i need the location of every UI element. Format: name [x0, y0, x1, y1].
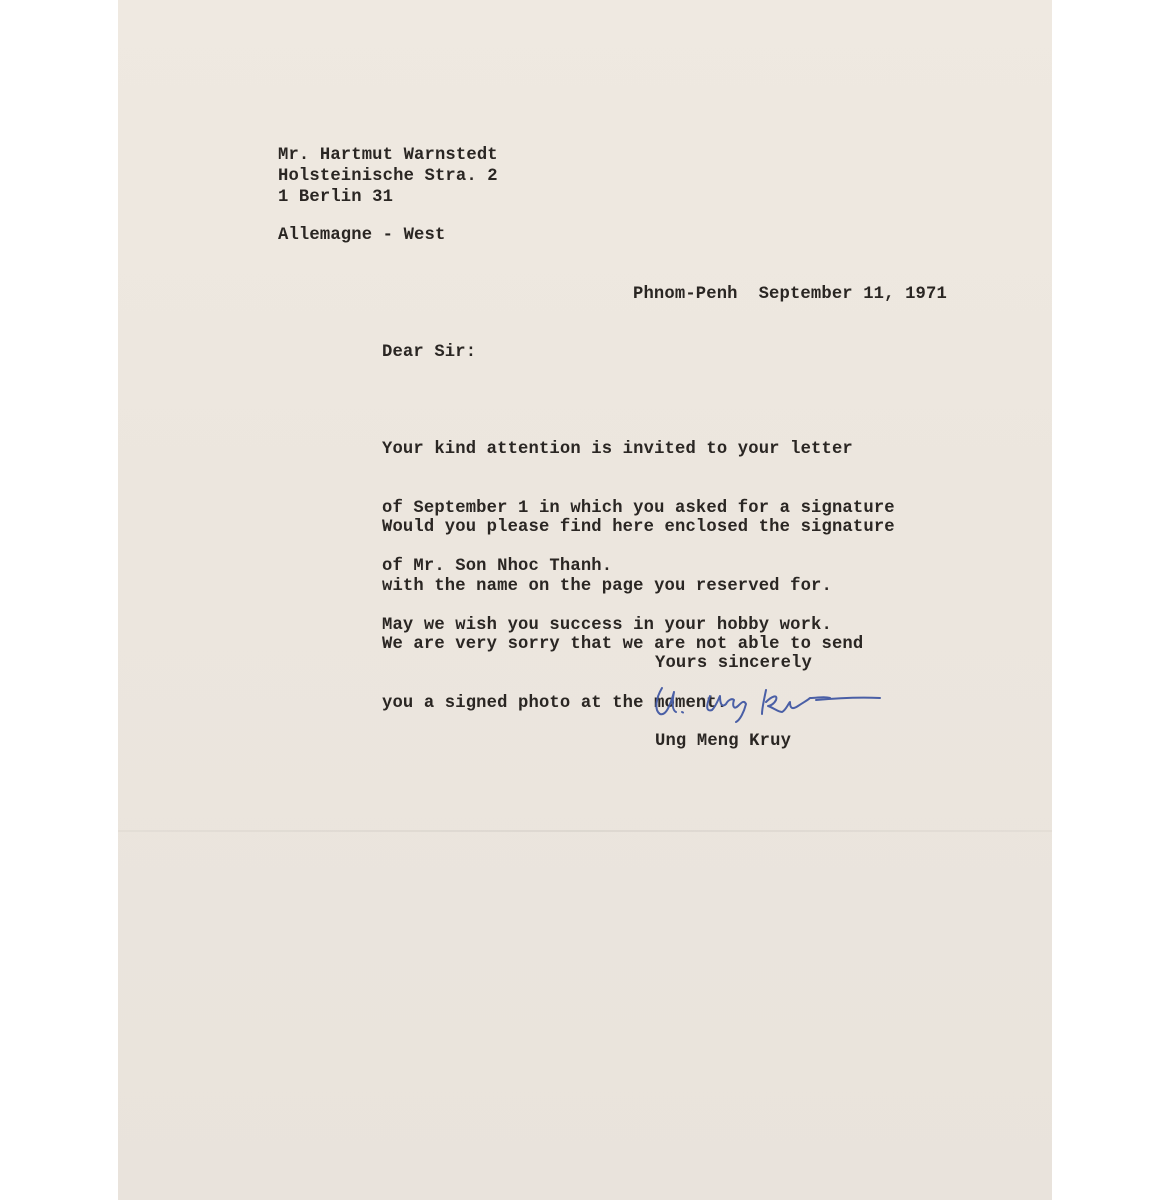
paragraph-line: of September 1 in which you asked for a signature — [382, 498, 895, 518]
recipient-city: 1 Berlin 31 — [278, 188, 394, 207]
recipient-country: Allemagne - West — [278, 226, 446, 245]
signer-name: Ung Meng Kruy — [655, 732, 792, 751]
closing: Yours sincerely — [655, 654, 812, 673]
paragraph-3 — [382, 577, 832, 655]
recipient-street: Holsteinische Stra. 2 — [278, 167, 498, 186]
salutation: Dear Sir: — [382, 343, 477, 362]
handwritten-signature — [648, 676, 888, 726]
paragraph-line: of Mr. Son Nhoc Thanh. — [382, 557, 613, 576]
paragraph-line: with the name on the page you reserved for. — [382, 576, 832, 596]
paragraph-line: May we wish you success in your hobby work. — [382, 616, 832, 635]
paragraph-line: Would you please find here enclosed the signature — [382, 518, 895, 537]
paragraph-line: Your kind attention is invited to your letter — [382, 440, 853, 459]
paragraph-line: We are very sorry that we are not able to send — [382, 635, 864, 654]
paper-fold-line — [118, 830, 1052, 832]
paragraph-line: you a signed photo at the moment. — [382, 693, 728, 713]
place-date: Phnom-Penh September 11, 1971 — [633, 285, 947, 304]
recipient-name: Mr. Hartmut Warnstedt — [278, 146, 498, 165]
